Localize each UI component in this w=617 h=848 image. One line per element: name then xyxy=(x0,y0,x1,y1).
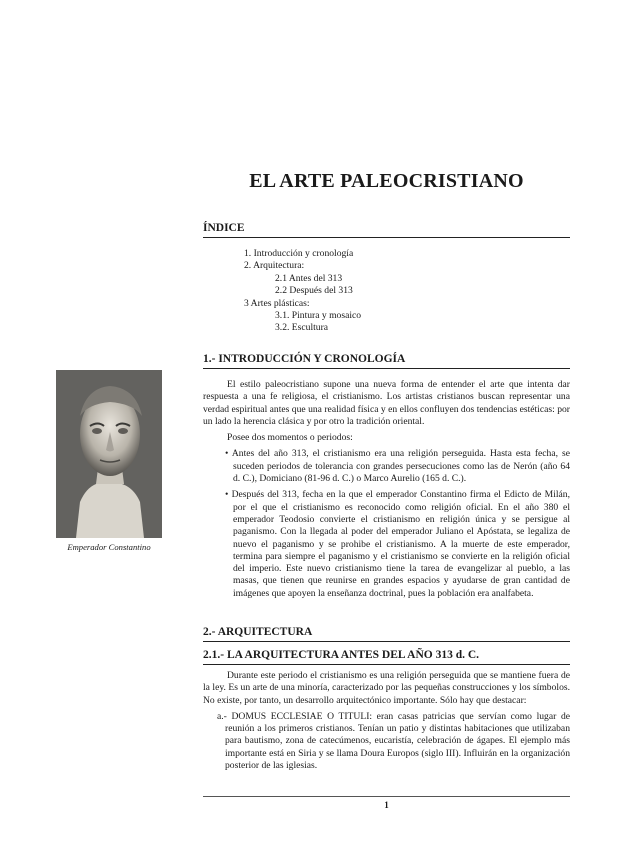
index-item: 1. Introducción y cronología xyxy=(244,248,354,259)
paragraph: Durante este periodo el cristianismo es una religión perseguida que se mantiene fuera de la ley. Es un arte de una minoría, caracterizado por las pequeñas construcciones y los símbolos. No existe, por tanto, un desarrollo arquitectónico importante. Sólo hay que destacar: xyxy=(203,670,570,706)
list-item: a.- DOMUS ECCLESIAE O TITULI: eran casas patricias que servían como lugar de reunión a los primeros cristianos. Tenían un patio y distintas habitaciones que utilizaban para bautismo, zona de catecúmenos, eucaristía, celebración de ágapes. El ejemplo más importante está en Siria y se llama Doura Europos (siglo III). Influirán en la organización posterior de las iglesias. xyxy=(217,710,570,772)
portrait-caption: Emperador Constantino xyxy=(67,542,151,552)
index-item: 2.2 Después del 313 xyxy=(275,285,353,297)
page-number: 1 xyxy=(384,800,389,810)
paragraph: El estilo paleocristiano supone una nueva forma de entender el arte que intenta dar respuesta a una fe religiosa, el cristianismo. Los artistas cristianos buscan representar una verdad espiritual antes que una realidad física y en ellos confluyen dos tendencias estéticas: por un lado la herencia clásica y por otro la tradición oriental. xyxy=(203,379,570,427)
index-heading: ÍNDICE xyxy=(203,222,245,234)
section-1-heading: 1.- INTRODUCCIÓN Y CRONOLOGÍA xyxy=(203,353,406,365)
index-rule xyxy=(203,237,570,238)
emperor-constantine-portrait xyxy=(56,370,162,538)
section-1-body xyxy=(203,379,570,604)
section-2-1-heading: 2.1.- LA ARQUITECTURA ANTES DEL AÑO 313 d. C. xyxy=(203,649,480,661)
section-2-body xyxy=(203,670,570,772)
section-2-rule xyxy=(203,641,570,642)
index-item: 3.1. Pintura y mosaico xyxy=(275,310,362,322)
index-item: 3 Artes plásticas: xyxy=(244,297,310,309)
index-item: 2.1 Antes del 313 xyxy=(275,272,343,284)
index-item: 2. Arquitectura: xyxy=(244,260,305,272)
index-list xyxy=(244,248,361,335)
section-1-rule xyxy=(203,368,570,369)
bullet-item: • Antes del año 313, el cristianismo era una religión perseguida. Hasta esta fecha, se suceden periodos de tolerancia con grandes persecuciones como las de Nerón (año 64 d. C.), Domiciano (81-96 d. C.) o Marco Aurelio (165 d. C.). xyxy=(225,448,570,485)
index-item: 3.2. Escultura xyxy=(275,322,329,334)
footer-rule xyxy=(203,796,570,797)
section-2-heading: 2.- ARQUITECTURA xyxy=(203,626,313,638)
section-2-1-rule xyxy=(203,664,570,665)
paragraph: Posee dos momentos o periodos: xyxy=(227,432,353,444)
document-title: EL ARTE PALEOCRISTIANO xyxy=(249,170,524,192)
bullet-item: • Después del 313, fecha en la que el emperador Constantino firma el Edicto de Milán, por el que el cristianismo es reconocido como religión oficial. En el año 380 el emperador Teodosio convierte el cristianismo en religión única y se persigue al paganismo. Con la llegada al poder del emperador Juliano el Apóstata, se legaliza de nuevo el paganismo y se prohibe el cristianismo. A la muerte de este emperador, termina para siempre el paganismo y el cristianismo se convierte en la religión oficial del imperio. Este nuevo cristianismo tiene la tarea de evangelizar al pueblo, a las masas, que tienen que reunirse en grandes espacios y ayudarse de gran cantidad de imágenes que apoyen la enseñanza doctrinal, pues la población era analfabeta. xyxy=(225,489,570,599)
